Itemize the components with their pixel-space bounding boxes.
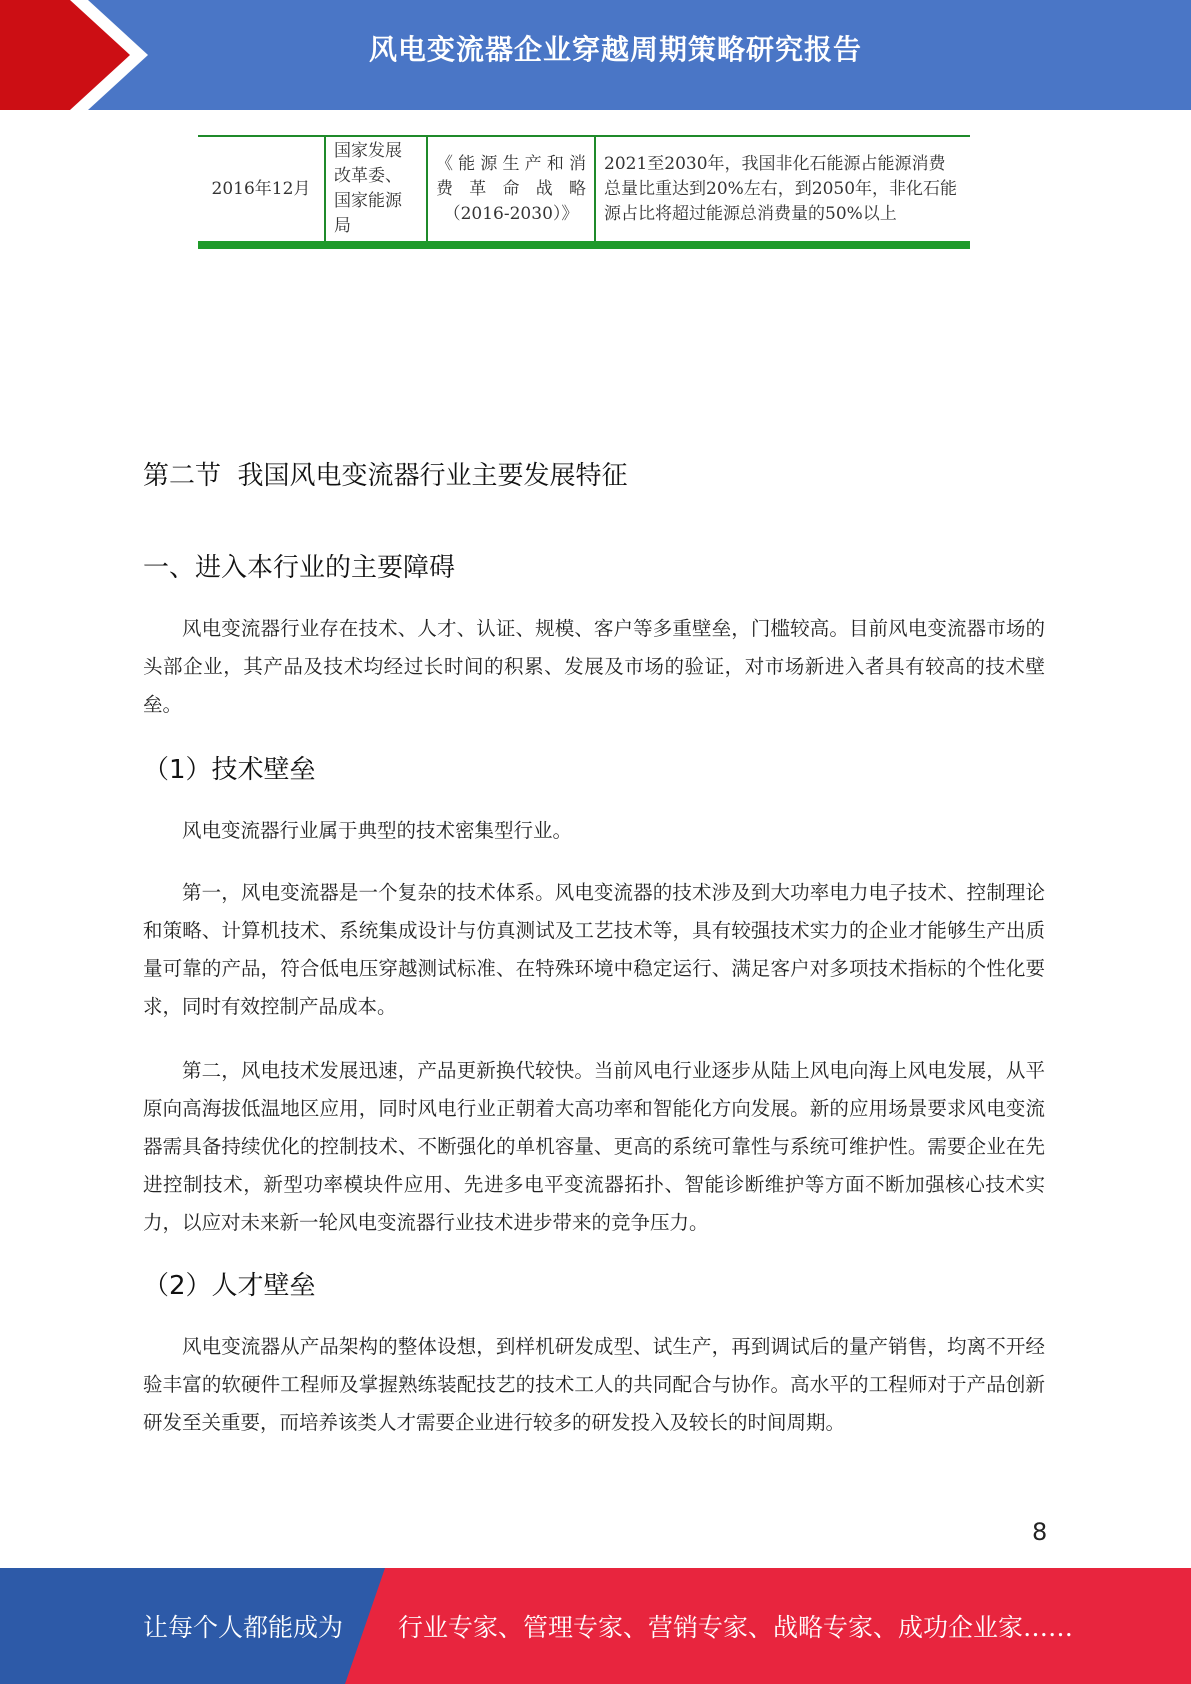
tech-paragraph-1: 风电变流器行业属于典型的技术密集型行业。 (182, 819, 573, 842)
report-title: 风电变流器企业穿越周期策略研究报告 (368, 33, 862, 66)
page-footer (0, 1568, 1191, 1684)
table-cell-content: 2021至2030年，我国非化石能源占能源消费总量比重达到20%左右，到2050年，非化石能源占比将超过能源总消费量的50%以上 (595, 136, 970, 245)
org-line: 国家发展 (334, 141, 402, 161)
doc-line: 《能源生产和消 (436, 153, 586, 174)
table-cell-org (325, 136, 427, 245)
page-number: 8 (1032, 1518, 1048, 1546)
org-line: 改革委、 (334, 166, 402, 186)
doc-line: （2016-2030）》 (443, 203, 579, 224)
tech-paragraph-2: 第一，风电变流器是一个复杂的技术体系。风电变流器的技术涉及到大功率电力电子技术、控制理论和策略、计算机技术、系统集成设计与仿真测试及工艺技术等，具有较强技术实力的企业才能够生产出质量可靠的产品，符合低电压穿越测试标准、在特殊环境中稳定运行、满足客户对多项技术指标的个性化要求，同时有效控制产品成本。 (143, 881, 1045, 1018)
section-heading: 第二节 我国风电变流器行业主要发展特征 (143, 461, 628, 491)
talent-paragraph-1: 风电变流器从产品架构的整体设想，到样机研发成型、试生产，再到调试后的量产销售，均离不开经验丰富的软硬件工程师及掌握熟练装配技艺的技术工人的共同配合与协作。高水平的工程师对于产品创新研发至关重要，而培养该类人才需要企业进行较多的研发投入及较长的时间周期。 (143, 1335, 1045, 1434)
doc-line: 费革命战略 (436, 178, 586, 199)
page-header (0, 0, 1191, 110)
tech-barrier-heading: （1）技术壁垒 (143, 755, 316, 785)
table-cell-date: 2016年12月 (198, 136, 325, 245)
subsection-heading: 一、进入本行业的主要障碍 (143, 553, 456, 583)
org-line: 局 (334, 216, 351, 236)
table-cell-document (427, 136, 595, 245)
policy-table (198, 135, 970, 249)
talent-barrier-heading: （2）人才壁垒 (143, 1271, 316, 1301)
table-row (198, 136, 970, 245)
tech-paragraph-3: 第二，风电技术发展迅速，产品更新换代较快。当前风电行业逐步从陆上风电向海上风电发展，从平原向高海拔低温地区应用，同时风电行业正朝着大高功率和智能化方向发展。新的应用场景要求风电变流器需具备持续优化的控制技术、不断强化的单机容量、更高的系统可靠性与系统可维护性。需要企业在先进控制技术，新型功率模块件应用、先进多电平变流器拓扑、智能诊断维护等方面不断加强核心技术实力，以应对未来新一轮风电变流器行业技术进步带来的竞争压力。 (143, 1059, 1045, 1234)
footer-slogan-right: 行业专家、管理专家、营销专家、战略专家、成功企业家…… (398, 1613, 1074, 1642)
org-line: 国家能源 (334, 191, 402, 211)
footer-slogan-left: 让每个人都能成为 (143, 1613, 344, 1642)
intro-paragraph: 风电变流器行业存在技术、人才、认证、规模、客户等多重壁垒，门槛较高。目前风电变流器市场的头部企业，其产品及技术均经过长时间的积累、发展及市场的验证，对市场新进入者具有较高的技术壁垒。 (143, 617, 1045, 716)
